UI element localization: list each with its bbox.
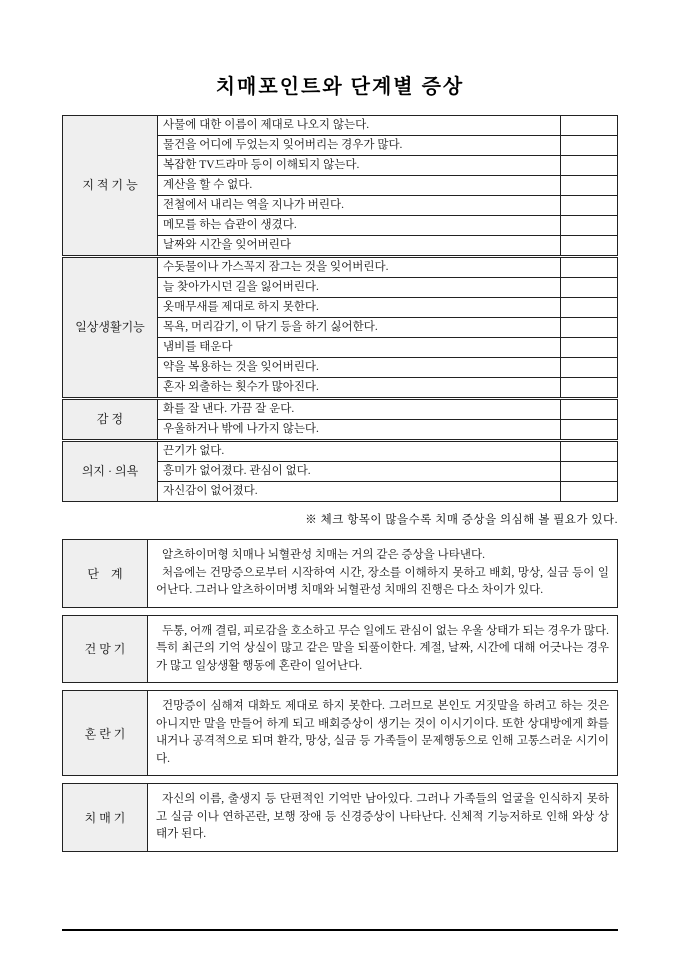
stage-row [62, 783, 618, 852]
checklist-item: 화를 잘 낸다. 가끔 잘 운다. [158, 399, 561, 420]
stage-label: 건 망 기 [63, 616, 148, 683]
table-row [63, 441, 618, 462]
stage-label: 치 매 기 [63, 784, 148, 851]
stage-label: 단 계 [63, 540, 148, 607]
checklist-item: 목욕, 머리감기, 이 닦기 등을 하기 싫어한다. [158, 318, 561, 338]
check-cell[interactable] [561, 116, 618, 136]
stage-text [148, 784, 617, 851]
note-text: ※ 체크 항목이 많을수록 치매 증상을 의심해 볼 필요가 있다. [305, 514, 618, 526]
check-cell[interactable] [561, 482, 618, 502]
checklist-item: 물건을 어디에 두었는지 잊어버리는 경우가 많다. [158, 136, 561, 156]
check-cell[interactable] [561, 298, 618, 318]
checklist-item: 복잡한 TV드라마 등이 이해되지 않는다. [158, 156, 561, 176]
checklist-item: 흥미가 없어졌다. 관심이 없다. [158, 462, 561, 482]
check-cell[interactable] [561, 420, 618, 441]
checklist-item: 우울하거나 밖에 나가지 않는다. [158, 420, 561, 441]
stage-paragraph: 두통, 어깨 결림, 피로감을 호소하고 무슨 일에도 관심이 없는 우울 상태가 되는 경우가 많다. 특히 최근의 기억 상실이 많고 같은 말을 되풀이한다. 계절, 날짜, 시간에 대해 어긋나는 경우가 많고 일상생활 행동에 혼란이 일어난다. [156, 624, 609, 672]
check-cell[interactable] [561, 196, 618, 216]
check-cell[interactable] [561, 278, 618, 298]
check-cell[interactable] [561, 378, 618, 399]
stage-text [148, 616, 617, 683]
stage-paragraph: 알츠하이머형 치매나 뇌혈관성 치매는 거의 같은 증상을 나타낸다. [162, 549, 485, 561]
checklist-item: 약을 복용하는 것을 잊어버린다. [158, 358, 561, 378]
check-cell[interactable] [561, 318, 618, 338]
check-cell[interactable] [561, 399, 618, 420]
page-title: 치매포인트와 단계별 증상 [215, 76, 465, 98]
table-row [63, 257, 618, 278]
checklist-item: 혼자 외출하는 횟수가 많아진다. [158, 378, 561, 399]
checklist-item: 수돗물이나 가스꼭지 잠그는 것을 잊어버린다. [158, 257, 561, 278]
stages-table [62, 539, 618, 852]
checklist-item: 전철에서 내리는 역을 지나가 버린다. [158, 196, 561, 216]
category-label: 의지 · 의욕 [63, 441, 158, 502]
stage-row [62, 615, 618, 684]
check-cell[interactable] [561, 338, 618, 358]
checklist-item: 끈기가 없다. [158, 441, 561, 462]
checklist-item: 자신감이 없어졌다. [158, 482, 561, 502]
check-cell[interactable] [561, 358, 618, 378]
check-cell[interactable] [561, 156, 618, 176]
stage-row [62, 539, 618, 608]
checklist-table [62, 115, 618, 502]
check-cell[interactable] [561, 462, 618, 482]
stage-label: 혼 란 기 [63, 691, 148, 775]
check-cell[interactable] [561, 216, 618, 236]
check-cell[interactable] [561, 176, 618, 196]
check-cell[interactable] [561, 236, 618, 257]
check-cell[interactable] [561, 136, 618, 156]
stage-paragraph: 자신의 이름, 출생지 등 단편적인 기억만 남아있다. 그러나 가족들의 얼굴을 인식하지 못하고 실금 이나 연하곤란, 보행 장애 등 신경증상이 나타난다. 신체적 기능저하로 인해 와상 상태가 된다. [156, 793, 609, 840]
stage-paragraph: 건망증이 심해져 대화도 제대로 하지 못한다. 그러므로 본인도 거짓말을 하려고 하는 것은 아니지만 말을 만들어 하게 되고 배회증상이 생기는 것이 이시기이다. 또한 상대방에게 화를 내거나 공격적으로 되며 환각, 망상, 실금 등 가족들이 문제행동으로 인해 고통스러운 시기이다. [156, 700, 609, 765]
checklist-item: 늘 찾아가시던 길을 잃어버린다. [158, 278, 561, 298]
stage-text [148, 540, 617, 607]
stage-paragraph: 처음에는 건망증으로부터 시작하여 시간, 장소를 이해하지 못하고 배회, 망상, 실금 등이 일어난다. 그러나 알츠하이머병 치매와 뇌혈관성 치매의 진행은 다소 차이가 있다. [156, 566, 609, 596]
checklist-item: 옷매무새를 제대로 하지 못한다. [158, 298, 561, 318]
check-cell[interactable] [561, 257, 618, 278]
checklist-item: 메모를 하는 습관이 생겼다. [158, 216, 561, 236]
category-label: 지 적 기 능 [63, 116, 158, 257]
stage-text [148, 691, 617, 775]
table-row [63, 399, 618, 420]
footer-rule [62, 929, 618, 931]
table-row [63, 116, 618, 136]
category-label: 감 정 [63, 399, 158, 441]
stage-row [62, 690, 618, 776]
checklist-item: 날짜와 시간을 잊어버린다 [158, 236, 561, 257]
checklist-item: 사물에 대한 이름이 제대로 나오지 않는다. [158, 116, 561, 136]
category-label: 일상생활기능 [63, 257, 158, 399]
check-cell[interactable] [561, 441, 618, 462]
checklist-item: 냄비를 태운다 [158, 338, 561, 358]
checklist-item: 계산을 할 수 없다. [158, 176, 561, 196]
